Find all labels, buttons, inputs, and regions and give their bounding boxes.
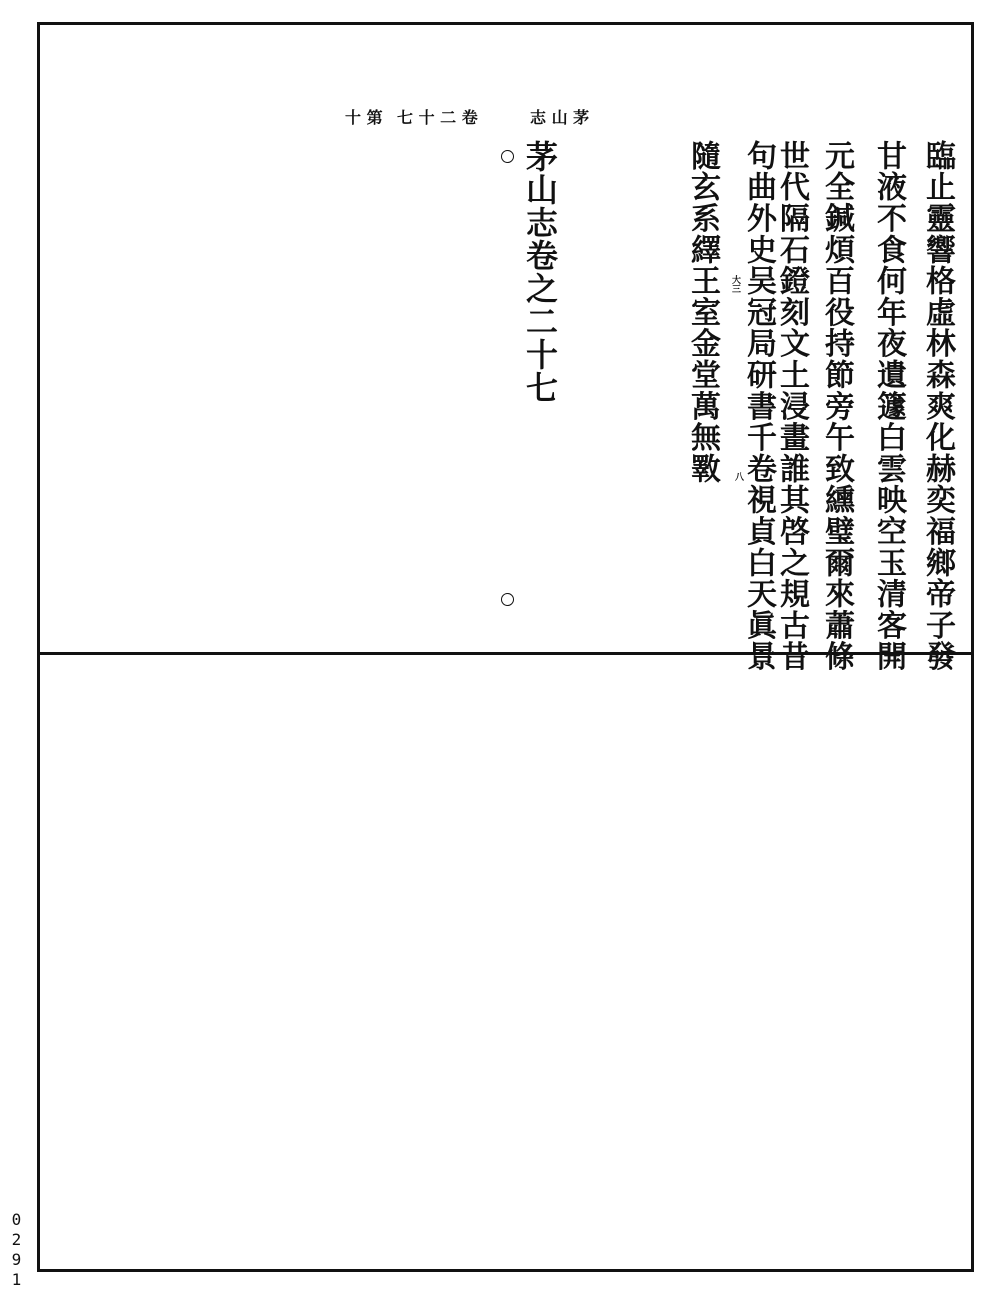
running-header: [345, 105, 605, 125]
text-column-2: 甘液不食何年夜遺籧白雲映空玉清客開: [871, 140, 906, 673]
volume-title: 茅山志卷之二十七: [521, 140, 559, 404]
text-column-3: 元全鍼煩百役持節旁午致纁璧爾來蕭條: [819, 140, 854, 673]
header-book-title: 志 山 茅: [530, 108, 590, 127]
text-column-6: 隨玄系繹王室金堂萬無斁: [685, 140, 720, 485]
text-column-1: 臨止靈響格虛林森爽化赫奕福鄉帝子發: [920, 140, 955, 673]
text-column-5: 句曲外史吴冠局研書千卷視貞白天眞景: [741, 140, 776, 673]
header-volume: 七 十 二 卷: [397, 108, 478, 127]
page-number: 0291: [7, 1210, 26, 1290]
margin-note-lower: 八: [733, 472, 743, 481]
text-column-4: 世代隔石鐙刻文土浸畫誰其啓之規古昔: [774, 140, 809, 673]
circle-mark-bottom: [501, 593, 514, 606]
circle-mark-top: [501, 150, 514, 163]
margin-note-upper: 大三: [730, 275, 740, 293]
header-leaf: 十 第: [345, 108, 383, 127]
